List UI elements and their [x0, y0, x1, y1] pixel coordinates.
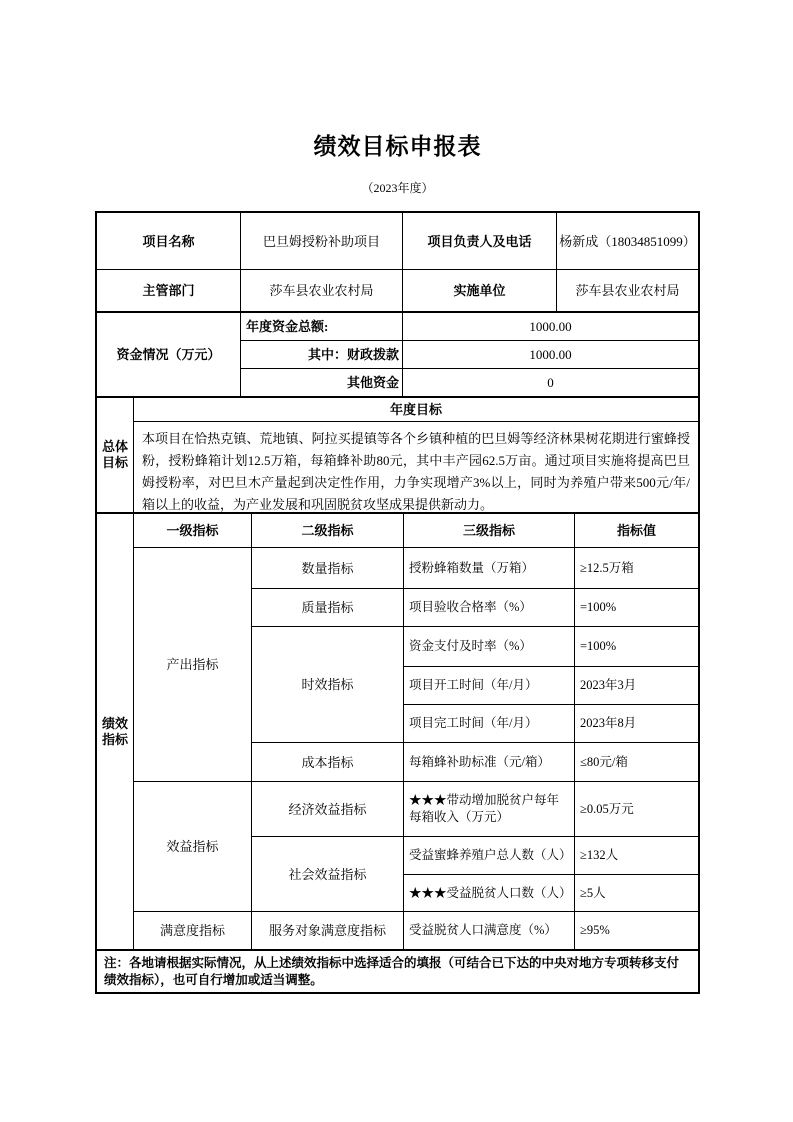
- dept-label: 主管部门: [97, 270, 241, 311]
- overall-goal-label: [97, 398, 134, 512]
- level2-social: 社会效益指标: [252, 837, 404, 912]
- level2-timeliness: 时效指标: [252, 627, 404, 743]
- basic-info-section: [97, 213, 698, 313]
- leader-label: 项目负责人及电话: [403, 213, 557, 270]
- overall-goal-text: 本项目在恰热克镇、荒地镇、阿拉买提镇等各个乡镇种植的巴旦姆等经济林果树花期进行蜜蜂授粉，授粉蜂箱计划12.5万箱，每箱蜂补助80元，其中丰产园62.5万亩。通过项目实施将提高巴旦姆授粉率，对巴旦木产量起到决定性作用，力争实现增产3%以上，同时为养殖户带来500元/年/箱以上的收益，为产业发展和巩固脱贫攻坚成果提供新动力。: [142, 431, 690, 512]
- page-title: 绩效目标申报表: [313, 134, 482, 159]
- dept-value: 莎车县农业农村局: [241, 270, 403, 311]
- indicators-section: [97, 514, 698, 951]
- value-payment-rate: =100%: [575, 627, 698, 667]
- value-finish-time: 2023年8月: [575, 705, 698, 743]
- note-text: 注：各地请根据实际情况，从上述绩效指标中选择适合的填报（可结合已下达的中央对地方专项转移支付绩效指标），也可自行增加或适当调整。: [104, 956, 680, 987]
- level3-acceptance: 项目验收合格率（%）: [404, 589, 575, 627]
- funds-title: 资金情况（万元）: [97, 313, 241, 396]
- level3-satisfaction-rate: 受益脱贫人口满意度（%）: [404, 912, 575, 949]
- document: [95, 128, 700, 994]
- indicators-label-line1: 绩效: [101, 715, 128, 731]
- impl-unit-label: 实施单位: [403, 270, 557, 311]
- funds-fiscal-label: 其中：财政拨款: [241, 341, 403, 369]
- level2-cost: 成本指标: [252, 743, 404, 782]
- level3-poverty-population: ★★★受益脱贫人口数（人）: [404, 875, 575, 912]
- indicators-label-line2: 指标: [101, 731, 128, 747]
- value-subsidy-standard: ≤80元/箱: [575, 743, 698, 782]
- declaration-table: [95, 211, 700, 994]
- overall-goal-label-line1: 总体: [101, 439, 128, 454]
- indicators-group-label: [97, 514, 134, 949]
- level2-service-satisfaction: 服务对象满意度指标: [252, 912, 404, 949]
- page-subtitle: （2023年度）: [361, 181, 434, 195]
- header-level1: 一级指标: [134, 514, 252, 548]
- level1-satisfaction: 满意度指标: [134, 912, 252, 949]
- funds-total-label: 年度资金总额:: [241, 313, 403, 341]
- value-boxes: ≥12.5万箱: [575, 548, 698, 589]
- value-income-increase: ≥0.05万元: [575, 782, 698, 837]
- level3-beekeepers: 受益蜜蜂养殖户总人数（人）: [404, 837, 575, 875]
- level2-quality: 质量指标: [252, 589, 404, 627]
- value-beekeepers: ≥132人: [575, 837, 698, 875]
- header-level3: 三级指标: [404, 514, 575, 548]
- level1-benefit: 效益指标: [134, 782, 252, 912]
- year-goal-header: 年度目标: [134, 398, 698, 422]
- value-start-time: 2023年3月: [575, 667, 698, 705]
- overall-goal-label-line2: 目标: [101, 455, 128, 470]
- project-name-value: 巴旦姆授粉补助项目: [241, 213, 403, 270]
- overall-goal-section: [97, 398, 698, 514]
- level3-income-increase: ★★★带动增加脱贫户每年每箱收入（万元）: [404, 782, 575, 837]
- leader-value: 杨新成（18034851099）: [557, 213, 698, 270]
- funds-total-value: 1000.00: [403, 313, 698, 341]
- funds-fiscal-value: 1000.00: [403, 341, 698, 369]
- level3-start-time: 项目开工时间（年/月）: [404, 667, 575, 705]
- level2-quantity: 数量指标: [252, 548, 404, 589]
- level3-subsidy-standard: 每箱蜂补助标准（元/箱）: [404, 743, 575, 782]
- project-name-label: 项目名称: [97, 213, 241, 270]
- impl-unit-value: 莎车县农业农村局: [575, 283, 680, 298]
- funds-section: [97, 313, 698, 398]
- level3-boxes: 授粉蜂箱数量（万箱）: [404, 548, 575, 589]
- value-poverty-population: ≥5人: [575, 875, 698, 912]
- note-section: [97, 951, 698, 992]
- level1-output: 产出指标: [134, 548, 252, 782]
- level3-finish-time: 项目完工时间（年/月）: [404, 705, 575, 743]
- header-level2: 二级指标: [252, 514, 404, 548]
- header-value: 指标值: [575, 514, 698, 548]
- funds-other-label: 其他资金: [241, 369, 403, 396]
- value-acceptance: =100%: [575, 589, 698, 627]
- level2-economic: 经济效益指标: [252, 782, 404, 837]
- funds-other-value: 0: [547, 375, 554, 390]
- level3-payment-rate: 资金支付及时率（%）: [404, 627, 575, 667]
- value-satisfaction-rate: ≥95%: [580, 923, 610, 937]
